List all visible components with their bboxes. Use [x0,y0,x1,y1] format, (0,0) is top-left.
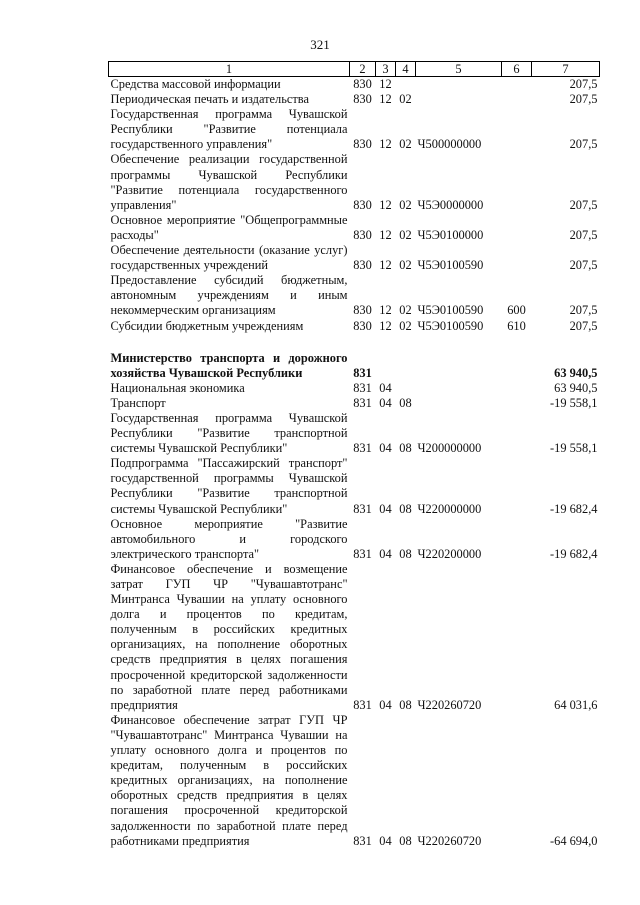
target-article-cell [416,92,502,107]
section-code-cell: 04 [379,501,392,516]
expense-type-cell [502,411,532,456]
subsection-code-cell: 08 [399,697,412,712]
table-row [109,517,600,562]
table-row [109,152,600,212]
table-body [109,77,600,849]
section-code-cell: 12 [379,197,392,212]
section-code-cell: 12 [379,92,392,107]
amount-cell: -19 682,4 [550,546,598,561]
section-code-cell: 12 [379,258,392,273]
table-row [109,92,600,107]
admin-code-cell: 830 [353,227,372,242]
amount-cell: -19 558,1 [550,441,598,456]
table-row [109,381,600,396]
page-number: 321 [310,37,330,52]
row-name-cell: Министерство транспорта и дорожного хозяйства Чувашской Республики [110,350,348,380]
row-name-cell: Средства массовой информации [110,77,281,91]
column-header-7: 7 [532,62,600,77]
target-article-cell: Ч220200000 [417,546,482,561]
amount-cell [532,334,600,351]
row-name-cell: Государственная программа Чувашской Республики "Развитие транспортной системы Чувашской Республики" [110,410,348,456]
admin-code-cell: 831 [353,380,372,395]
subsection-code-cell: 08 [399,501,412,516]
subsection-code-cell [396,351,416,381]
expense-type-cell [502,213,532,243]
row-name-cell: Предоставление субсидий бюджетным, автономным учреждениям и иным некоммерческим организациям [110,273,348,318]
section-code-cell: 12 [379,318,392,333]
row-name-cell: Периодическая печать и издательства [110,92,309,107]
row-name-cell: Субсидии бюджетным учреждениям [110,318,304,333]
column-header-5: 5 [416,62,502,77]
expense-type-cell [502,381,532,396]
row-name-cell: Обеспечение реализации государственной программы Чувашской Республики "Развитие потенциала государственного управления" [110,152,348,212]
row-name-cell: Финансовое обеспечение затрат ГУП ЧР "Чувашавтотранс" Минтранса Чувашии на уплату основного долга и процентов по кредитам, полученным в российских кредитных организациях, на пополнение оборотных средств предприятия в целях погашения просроченной кредиторской задолженности по заработной плате перед работниками предприятия [110,712,348,848]
target-article-cell [416,334,502,351]
target-article-cell: Ч200000000 [417,441,482,456]
subsection-code-cell: 02 [399,318,412,333]
table-row [109,351,600,381]
subsection-code-cell: 08 [399,441,412,456]
admin-code-cell: 830 [353,303,372,318]
target-article-cell: Ч220000000 [417,501,482,516]
row-name-cell: Национальная экономика [110,380,245,395]
amount-cell: 64 031,6 [554,697,598,712]
admin-code-cell: 830 [353,137,372,152]
table-row [109,562,600,713]
amount-cell: -64 694,0 [550,833,598,848]
admin-code-cell: 831 [353,501,372,516]
row-name-cell: Подпрограмма "Пассажирский транспорт" государственной программы Чувашской Республики "Развитие транспортной системы Чувашской Республики" [110,456,348,516]
expense-type-cell [502,92,532,107]
target-article-cell: Ч5Э0100000 [417,227,484,242]
admin-code-cell [350,334,376,351]
amount-cell: 207,5 [569,318,598,333]
section-code-cell: 04 [379,697,392,712]
expense-type-cell [502,456,532,516]
section-code-cell: 12 [379,227,392,242]
column-header-2: 2 [350,62,376,77]
row-name-cell: Финансовое обеспечение и возмещение затрат ГУП ЧР "Чувашавтотранс" Минтранса Чувашии на уплату основного долга и процентов по кредитам, полученным в российских кредитных организациях, на пополнение оборотных средств предприятия в целях погашения просроченной кредиторской задолженности по заработной плате перед работниками предприятия [110,561,348,712]
budget-table [108,61,600,849]
row-name-cell [109,334,350,351]
target-article-cell [416,77,502,93]
expense-type-cell [502,77,532,93]
subsection-code-cell [396,381,416,396]
table-row [109,713,600,849]
section-code-cell: 12 [379,137,392,152]
row-name-cell: Транспорт [110,395,166,410]
admin-code-cell: 830 [353,92,372,107]
admin-code-cell: 831 [353,697,372,712]
column-header-1: 1 [109,62,350,77]
table-row [109,213,600,243]
subsection-code-cell: 08 [399,833,412,848]
expense-type-cell [502,107,532,152]
admin-code-cell: 830 [353,258,372,273]
expense-type-cell: 610 [507,318,526,333]
expense-type-cell [502,152,532,212]
target-article-cell: Ч5Э0100590 [417,258,484,273]
subsection-code-cell [396,77,416,93]
target-article-cell: Ч5Э0100590 [417,303,484,318]
subsection-code-cell: 02 [399,197,412,212]
section-code-cell [376,351,396,381]
amount-cell: 63 940,5 [554,380,598,395]
row-name-cell: Основное мероприятие "Общепрограммные расходы" [110,212,348,242]
admin-code-cell: 830 [353,318,372,333]
amount-cell: 63 940,5 [554,365,598,380]
subsection-code-cell: 02 [399,303,412,318]
table-row [109,273,600,318]
target-article-cell: Ч220260720 [417,697,482,712]
table-row [109,456,600,516]
target-article-cell: Ч220260720 [417,833,482,848]
target-article-cell: Ч5Э0100590 [417,318,484,333]
subsection-code-cell: 08 [399,395,412,410]
amount-cell: 207,5 [569,227,598,242]
target-article-cell: Ч500000000 [417,137,482,152]
section-code-cell: 04 [379,833,392,848]
row-name-cell: Государственная программа Чувашской Республики "Развитие потенциала государственного управления" [110,107,348,152]
column-header-4: 4 [396,62,416,77]
column-header-6: 6 [502,62,532,77]
subsection-code-cell: 02 [399,258,412,273]
expense-type-cell [502,517,532,562]
admin-code-cell: 831 [353,365,372,380]
target-article-cell: Ч5Э0000000 [417,197,484,212]
admin-code-cell: 830 [353,197,372,212]
target-article-cell [416,351,502,381]
expense-type-cell: 600 [507,303,526,318]
admin-code-cell: 831 [353,546,372,561]
target-article-cell [416,396,502,411]
amount-cell: 207,5 [569,258,598,273]
expense-type-cell [502,713,532,849]
subsection-code-cell: 08 [399,546,412,561]
amount-cell: 207,5 [569,197,598,212]
table-row [109,77,600,93]
admin-code-cell: 831 [353,441,372,456]
table-row [109,319,600,334]
amount-cell: 207,5 [569,77,598,91]
subsection-code-cell: 02 [399,137,412,152]
section-code-cell: 04 [379,395,392,410]
target-article-cell [416,381,502,396]
table-row [109,396,600,411]
table-header-row [109,62,600,77]
table-row [109,107,600,152]
expense-type-cell [502,351,532,381]
row-name-cell: Обеспечение деятельности (оказание услуг) государственных учреждений [110,243,348,273]
expense-type-cell [502,243,532,273]
column-header-3: 3 [376,62,396,77]
amount-cell: 207,5 [569,303,598,318]
table-row [109,334,600,351]
amount-cell: 207,5 [569,92,598,107]
amount-cell: -19 682,4 [550,501,598,516]
expense-type-cell [502,562,532,713]
section-code-cell: 12 [379,303,392,318]
amount-cell: 207,5 [569,137,598,152]
section-code-cell: 12 [379,77,392,91]
section-code-cell: 04 [379,380,392,395]
section-code-cell: 04 [379,546,392,561]
table-row [109,243,600,273]
section-code-cell: 04 [379,441,392,456]
section-code-cell [376,334,396,351]
amount-cell: -19 558,1 [550,395,598,410]
subsection-code-cell: 02 [399,92,412,107]
admin-code-cell: 831 [353,395,372,410]
admin-code-cell: 830 [353,77,372,91]
expense-type-cell [502,396,532,411]
subsection-code-cell [396,334,416,351]
row-name-cell: Основное мероприятие "Развитие автомобильного и городского электрического транспорта" [110,516,348,561]
expense-type-cell [502,334,532,351]
table-row [109,411,600,456]
subsection-code-cell: 02 [399,227,412,242]
admin-code-cell: 831 [353,833,372,848]
